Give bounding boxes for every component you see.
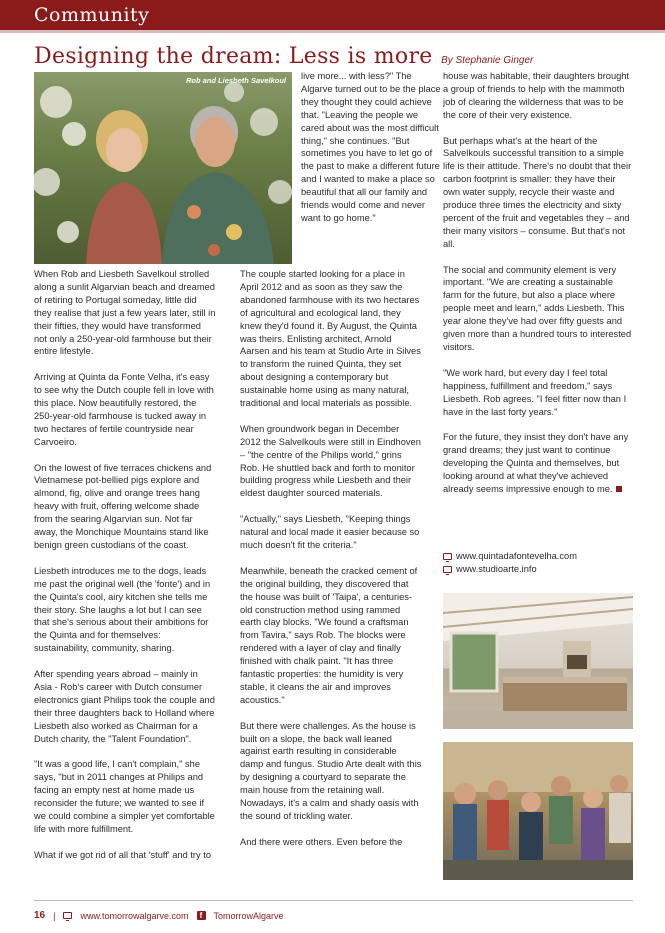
paragraph: Liesbeth introduces me to the dogs, leads me past the original well (the 'fonte') and in the Quinta's cool, airy kitchen she tells me their story. She laughs a lot but I can see that she's serious about their ambitions for the Quinta and for themselves: sustainability, community, sharing. bbox=[34, 565, 211, 654]
link-studio[interactable] bbox=[443, 563, 633, 576]
paragraph: "It was a good life, I can't complain," she says, "but in 2011 changes at Philips and facing an empty nest at home made us reconsider the future; we wanted to see if we could combine a simpler yet comfortable life with more fulfillment. bbox=[34, 759, 215, 834]
couple-photo bbox=[34, 72, 292, 264]
couple-photo-illustration bbox=[34, 72, 292, 264]
paragraph: The couple started looking for a place in April 2012 and as soon as they saw the abandoned farmhouse with its two hectares of agricultural and ecological land, they knew they'd found it. By August, the Quinta was theirs. Enlisting architect, Arnold Aarsen and his team at Studio Arte in Silves to transform the ruined Quinta, they set about designing a contemporary but sustainable home using as many natural, traditional and local materials as possible. bbox=[240, 269, 421, 409]
end-of-article-mark bbox=[616, 486, 622, 492]
monitor-icon bbox=[63, 912, 72, 919]
paragraph-text: For the future, they insist they don't have any grand dreams; they just want to continue developing the Quinta and themselves, but looking around at what they've achieved already seems impressive enough to me. bbox=[443, 432, 629, 494]
paragraph: What if we got rid of all that 'stuff' and try to bbox=[34, 849, 212, 860]
monitor-icon bbox=[443, 566, 452, 573]
page-number: 16 bbox=[34, 910, 46, 921]
article-headline bbox=[34, 44, 533, 69]
footer-divider bbox=[34, 900, 633, 901]
article-byline: By Stephanie Ginger bbox=[441, 55, 534, 66]
section-title: Community bbox=[34, 4, 150, 26]
link-studio-label: www.studioarte.info bbox=[456, 564, 537, 574]
paragraph: When Rob and Liesbeth Savelkoul strolled along a sunlit Algarvian beach and dreamed of retiring to Portugal someday, little did they realise that just a few years later, still in their fifties, they would have transformed not only a 250-year-old farmhouse but their entire lifestyle. bbox=[34, 269, 216, 357]
column-b-top bbox=[301, 70, 441, 238]
column-c bbox=[443, 70, 633, 509]
paragraph: "We work hard, but every day I feel total happiness, fulfillment and freedom," says Liesbeth. Rob agrees. "I feel fitter now than I have in the last forty years." bbox=[443, 367, 627, 417]
paragraph: house was habitable, their daughters brought a group of friends to help with the mammoth job of clearing the wilderness that was to be the core of their very existence. bbox=[443, 71, 630, 120]
paragraph-final bbox=[443, 431, 633, 496]
column-b bbox=[240, 268, 422, 862]
paragraph: When groundwork began in December 2012 the Salvelkouls were still in Eindhoven – "the centre of the Philips world," grins Rob. He shuttled back and forth to monitor building progress while Liesbeth and their eldest daughter sourced materials. bbox=[240, 423, 421, 499]
paragraph: After spending years abroad – mainly in Asia - Rob's career with Dutch consumer electronics giant Philips took the couple and their three daughters back to Holland where Liesbeth also worked as Chairman for a Dutch charity, the "Talent Foundation". bbox=[34, 669, 215, 744]
group-photo bbox=[443, 742, 633, 880]
facebook-icon: f bbox=[197, 911, 206, 920]
kitchen-photo-illustration bbox=[443, 593, 633, 729]
paragraph: Meanwhile, beneath the cracked cement of the original building, they discovered that the house was built of 'Taipa', a centuries-old construction method using rammed earth clay blocks. "We found a craftsman from Tavira," says Rob. The blocks were rendered with a layer of clay and finally finished with chalk paint. "It has three fantastic properties: the humidity is very stable, it cleans the air and improves acoustics." bbox=[240, 565, 418, 705]
link-quinta-label: www.quintadafontevelha.com bbox=[456, 551, 577, 561]
article-title: Designing the dream: Less is more bbox=[34, 44, 433, 69]
footer-website-link[interactable]: www.tomorrowalgarve.com bbox=[80, 910, 189, 921]
paragraph: But perhaps what's at the heart of the Salvelkouls successful transition to a simple life is their attitude. There's no doubt that their carbon footprint is smaller: they have their own water supply, recycle their waste and produce three times the electricity and sixty percent of the fruit and vegetables they – and their many visitors – consume. But that's not all. bbox=[443, 135, 632, 249]
paragraph: The social and community element is very important. "We are creating a sustainable farm for the future, but also a place where people meet and learn," adds Liesbeth. This year alone they've had over fifty guests and given more than a hundred tours to interested visitors. bbox=[443, 264, 632, 352]
kitchen-photo bbox=[443, 593, 633, 729]
monitor-icon bbox=[443, 553, 452, 560]
footer-separator: | bbox=[53, 910, 56, 921]
paragraph: On the lowest of five terraces chickens and Vietnamese pot-bellied pigs explore and almond, fig, olive and orange trees hang heavy with fruit, offering welcome shade from the searing Algarvian sun. Not far away, the Monchique Mountains stand like benign green custodians of the coast. bbox=[34, 462, 212, 550]
group-photo-illustration bbox=[443, 742, 633, 880]
footer-facebook-link[interactable]: TomorrowAlgarve bbox=[213, 910, 284, 921]
header-divider bbox=[0, 30, 665, 33]
page-footer bbox=[34, 910, 284, 921]
photo-caption: Rob and Liesbeth Savelkoul bbox=[185, 76, 286, 85]
paragraph: live more... with less?" The Algarve turned out to be the place they thought they could achieve that. "Leaving the people we cared about was the most difficult thing," she continues. "But sometimes you have to let go of the past to make a different future and I wanted to make a place so beautiful that all our family and friends would come and never want to go home." bbox=[301, 71, 441, 223]
paragraph: "Actually," says Liesbeth, "Keeping things natural and local made it easier because so much doesn't fit the criteria." bbox=[240, 514, 420, 550]
paragraph: But there were challenges. As the house is built on a slope, the back wall leaned against earth resulting in considerable damp and fungus. Studio Arte dealt with this by designing a courtyard to separate the main house from the retaining wall. Nowadays, it's a calm and shady oasis with the sound of trickling water. bbox=[240, 720, 422, 821]
paragraph: Arriving at Quinta da Fonte Velha, it's easy to see why the Dutch couple fell in love with this place. Now beautifully restored, the 250-year-old farmhouse is tucked away in two hectares of fertile countryside near Carvoeiro. bbox=[34, 372, 214, 447]
link-quinta[interactable] bbox=[443, 550, 633, 563]
column-a bbox=[34, 268, 216, 874]
paragraph: And there were others. Even before the bbox=[240, 836, 403, 847]
related-links bbox=[443, 550, 633, 576]
